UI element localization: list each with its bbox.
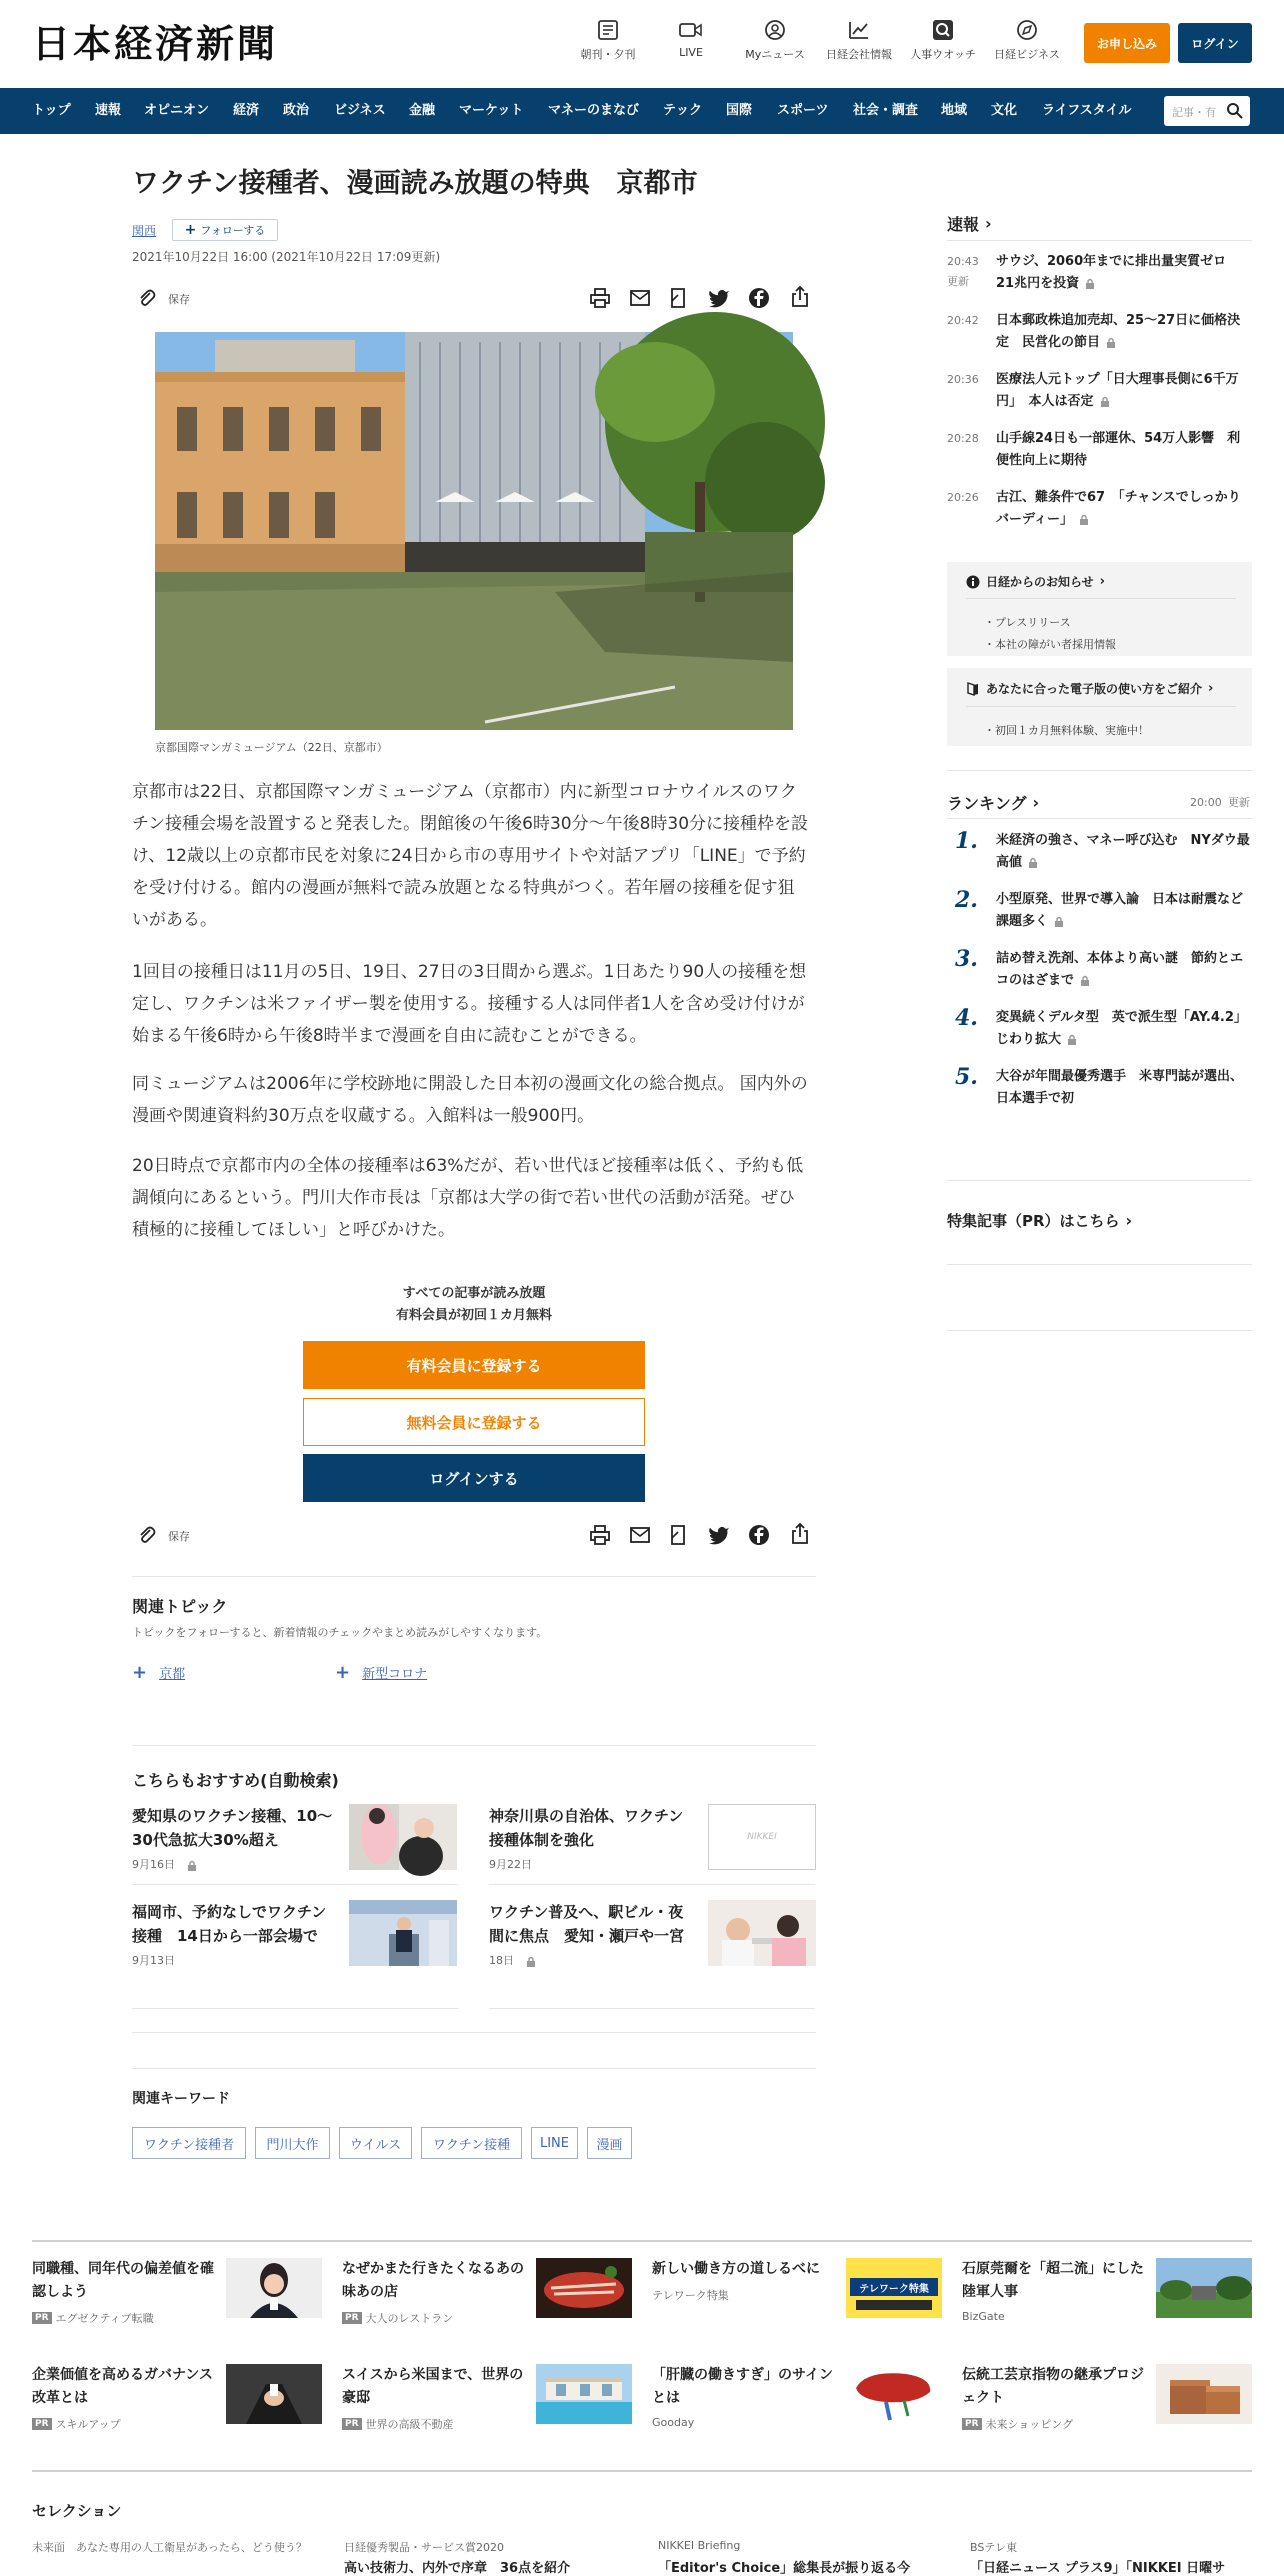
twitter-icon bbox=[708, 1525, 730, 1545]
note-icon bbox=[668, 288, 688, 308]
chevron-right-icon: › bbox=[985, 214, 992, 233]
ebook-heading-link[interactable] bbox=[966, 680, 1213, 697]
header-link-jinji[interactable] bbox=[903, 20, 983, 62]
follow-label: フォローする bbox=[200, 224, 266, 237]
pr-badge: PR bbox=[32, 2418, 52, 2430]
header-link-label: 朝刊・夕刊 bbox=[580, 48, 636, 61]
recommend-date: 18日 bbox=[489, 1952, 689, 1968]
ranking-number: 1. bbox=[955, 828, 978, 854]
divider bbox=[966, 598, 1236, 599]
breaking-item[interactable]: 山手線24日も一部運休、54万人影響 利便性向上に期待 bbox=[996, 431, 1241, 468]
ad-badge-text: テレワーク特集 bbox=[850, 2278, 938, 2296]
recommend-title: ワクチン普及へ、駅ビル・夜間に焦点 愛知・瀬戸や一宮 bbox=[489, 1903, 685, 1945]
topic-label: 京都 bbox=[159, 1667, 186, 1682]
note-icon bbox=[668, 1525, 688, 1545]
paperclip-icon bbox=[138, 1525, 156, 1545]
paywall-message: すべての記事が読み放題 bbox=[402, 1286, 546, 1301]
ad-thumbnail[interactable] bbox=[536, 2364, 632, 2424]
register-free-button[interactable]: 無料会員に登録する bbox=[303, 1398, 645, 1446]
ranking-number: 3. bbox=[955, 946, 978, 972]
site-logo[interactable]: 日本経済新聞 bbox=[32, 21, 279, 66]
apply-button[interactable]: お申し込み bbox=[1084, 23, 1170, 63]
divider bbox=[947, 770, 1252, 771]
info-icon bbox=[966, 575, 980, 589]
divider bbox=[132, 1745, 816, 1746]
nav-item-opinion[interactable]: オピニオン bbox=[144, 103, 210, 118]
ranking-number: 2. bbox=[955, 887, 978, 913]
article-paragraph: 同ミュージアムは2006年に学校跡地に開設した日本初の漫画文化の総合拠点。 国内外の漫画や関連資料約30万点を収蔵する。入館料は一般900円。 bbox=[132, 1074, 808, 1126]
facebook-icon bbox=[748, 287, 770, 309]
nav-item-top[interactable]: トップ bbox=[32, 103, 71, 118]
divider bbox=[947, 1180, 1252, 1181]
notice-title: 日経からのお知らせ bbox=[986, 575, 1094, 589]
nav-item-tech[interactable]: テック bbox=[663, 103, 703, 118]
ad-thumbnail[interactable] bbox=[1156, 2364, 1252, 2424]
mail-icon bbox=[630, 288, 650, 308]
recommend-thumbnail-placeholder[interactable]: NIKKEI bbox=[708, 1804, 816, 1870]
recommend-heading: こちらもおすすめ(自動検索) bbox=[132, 1771, 339, 1790]
ranking-heading-link[interactable] bbox=[947, 791, 1039, 814]
plus-icon: + bbox=[335, 1662, 351, 1683]
nav-item-sports[interactable]: スポーツ bbox=[777, 103, 829, 118]
breaking-time: 20:28 bbox=[947, 432, 979, 445]
nav-item-market[interactable]: マーケット bbox=[459, 103, 524, 118]
keyword-tag[interactable]: LINE bbox=[531, 2127, 578, 2159]
search-placeholder: 記事・有 bbox=[1172, 106, 1216, 119]
twitter-share-button[interactable] bbox=[708, 1525, 730, 1545]
breaking-heading-link[interactable] bbox=[947, 212, 992, 235]
ad-item[interactable] bbox=[652, 2258, 842, 2303]
chevron-right-icon: › bbox=[1099, 574, 1106, 589]
lock-icon bbox=[1079, 514, 1089, 525]
divider bbox=[132, 1884, 458, 1885]
ad-title: 石原莞爾を「超二流」にした陸軍人事 bbox=[962, 2261, 1144, 2300]
nav-item-breaking[interactable]: 速報 bbox=[95, 103, 122, 118]
header-link-print[interactable] bbox=[568, 20, 648, 62]
divider bbox=[132, 2008, 458, 2009]
recommend-thumbnail[interactable] bbox=[708, 1900, 816, 1966]
selection-item[interactable]: 高い技術力、内外で序章 36点を紹介 bbox=[344, 2561, 571, 2576]
twitter-share-button[interactable] bbox=[708, 288, 730, 308]
header-link-label: Myニュース bbox=[745, 48, 805, 61]
newspaper-icon bbox=[597, 20, 619, 40]
lock-icon bbox=[526, 1956, 536, 1967]
ad-source: 大人のレストラン bbox=[365, 2312, 454, 2325]
keyword-tag[interactable]: ワクチン接種者 bbox=[132, 2127, 246, 2159]
ebook-item[interactable]: ・初回１カ月無料体験、実施中！ bbox=[984, 724, 1149, 737]
keyword-tag[interactable]: 漫画 bbox=[587, 2127, 632, 2159]
divider bbox=[132, 1576, 816, 1577]
video-icon bbox=[679, 20, 703, 40]
save-button[interactable] bbox=[138, 288, 156, 308]
header-link-mynews[interactable] bbox=[735, 20, 815, 62]
ad-title: なぜかまた行きたくなるあの味あの店 bbox=[342, 2261, 524, 2300]
ad-source: スキルアップ bbox=[55, 2418, 121, 2431]
save-label: 保存 bbox=[168, 293, 190, 306]
ad-source: テレワーク特集 bbox=[652, 2289, 729, 2302]
selection-heading: セレクション bbox=[32, 2502, 122, 2520]
pr-badge: PR bbox=[962, 2418, 982, 2430]
book-icon bbox=[966, 682, 980, 696]
recommend-item[interactable] bbox=[489, 1900, 689, 1968]
recommend-item[interactable] bbox=[132, 1900, 332, 1968]
nav-item-world[interactable]: 国際 bbox=[726, 103, 753, 118]
pr-heading: 特集記事（PR）はこちら bbox=[947, 1212, 1120, 1230]
twitter-icon bbox=[708, 288, 730, 308]
nav-item-society[interactable]: 社会・調査 bbox=[853, 103, 919, 118]
breaking-time: 20:42 bbox=[947, 314, 979, 327]
share-icon bbox=[790, 286, 810, 308]
ranking-item[interactable]: 変異続くデルタ型 英で派生型「AY.4.2」じわり拡大 bbox=[996, 1010, 1247, 1047]
ranking-updated: 更新 bbox=[1228, 796, 1250, 809]
recommend-date: 9月22日 bbox=[489, 1858, 532, 1871]
register-paid-button[interactable]: 有料会員に登録する bbox=[303, 1341, 645, 1389]
chart-icon bbox=[848, 20, 870, 40]
ad-title: スイスから米国まで、世界の豪邸 bbox=[342, 2367, 524, 2406]
ad-title: 「肝臓の働きすぎ」のサインとは bbox=[652, 2367, 834, 2406]
breaking-updated: 更新 bbox=[947, 275, 969, 288]
chevron-right-icon: › bbox=[1208, 681, 1214, 696]
ad-title: 同職種、同年代の偏差値を確認しよう bbox=[32, 2261, 214, 2300]
nav-item-lifestyle[interactable]: ライフスタイル bbox=[1042, 103, 1132, 118]
recommend-item[interactable] bbox=[489, 1804, 694, 1872]
lock-icon bbox=[1085, 278, 1095, 289]
region-link[interactable]: 関西 bbox=[132, 224, 157, 238]
lock-icon bbox=[1080, 975, 1090, 986]
keyword-tag[interactable]: ワクチン接種 bbox=[421, 2127, 522, 2159]
photo-caption: 京都国際マンガミュージアム（22日、京都市） bbox=[155, 741, 388, 754]
ad-thumbnail[interactable] bbox=[846, 2364, 942, 2424]
breaking-time: 20:26 bbox=[947, 491, 979, 504]
keyword-tag[interactable]: 門川大作 bbox=[255, 2127, 330, 2159]
lock-icon bbox=[1054, 916, 1064, 927]
ranking-number: 4. bbox=[955, 1005, 978, 1031]
save-button[interactable] bbox=[138, 1525, 156, 1545]
share-button[interactable] bbox=[790, 1523, 810, 1545]
nav-item-politics[interactable]: 政治 bbox=[283, 103, 310, 118]
ad-thumbnail[interactable] bbox=[226, 2364, 322, 2424]
notice-item[interactable]: ・プレスリリース bbox=[984, 616, 1071, 629]
selection-label: 日経優秀製品・サービス賞2020 bbox=[344, 2541, 504, 2554]
ad-title: 伝統工芸京指物の継承プロジェクト bbox=[962, 2367, 1144, 2406]
lock-icon bbox=[1100, 396, 1110, 407]
ad-item[interactable] bbox=[962, 2364, 1152, 2432]
nav-item-culture[interactable]: 文化 bbox=[991, 103, 1018, 118]
ranking-item[interactable]: 小型原発、世界で導入論 日本は耐震など課題多く bbox=[996, 892, 1244, 929]
selection-label: BSテレ東 bbox=[970, 2541, 1018, 2554]
nav-item-money[interactable]: マネーのまなび bbox=[548, 103, 640, 118]
facebook-icon bbox=[748, 1524, 770, 1546]
selection-item[interactable]: 「Editor's Choice」総集長が振り返る今 bbox=[658, 2561, 911, 2576]
ad-source: エグゼクティブ転職 bbox=[55, 2312, 154, 2325]
ad-item[interactable] bbox=[342, 2258, 532, 2326]
ad-item[interactable] bbox=[342, 2364, 532, 2432]
search-input[interactable] bbox=[1164, 96, 1250, 126]
search-icon bbox=[932, 20, 954, 40]
share-button[interactable] bbox=[790, 286, 810, 308]
bookmark-share-button[interactable] bbox=[668, 1525, 688, 1545]
article-paragraph: 京都市は22日、京都国際マンガミュージアム（京都市）内に新型コロナウイルスのワクチン接種会場を設置すると発表した。閉館後の午後6時30分～午後8時30分に接種枠を設け、12歳以上の京都市民を対象に24日から市の専用サイトや対話アプリ「LINE」で予約を受け付ける。館内の漫画が無料で読み放題となる特典がつく。若年層の接種を促す狙いがある。 bbox=[132, 782, 809, 930]
breaking-time: 20:36 bbox=[947, 373, 979, 386]
share-icon bbox=[790, 1523, 810, 1545]
ad-thumbnail[interactable] bbox=[1156, 2258, 1252, 2318]
divider bbox=[132, 2068, 816, 2069]
article-paragraph: 1回目の接種日は11月の5日、19日、27日の3日間から選ぶ。1日あたり90人の接種を想定し、ワクチンは米ファイザー製を使用する。接種する人は同伴者1人を含め受け付けが始まる午後6時から午後8時半まで漫画を自由に読むことができる。 bbox=[132, 962, 807, 1046]
pr-badge: PR bbox=[342, 2418, 362, 2430]
ad-source: Gooday bbox=[652, 2416, 695, 2429]
ad-item[interactable] bbox=[962, 2258, 1152, 2323]
header-link-label: 日経会社情報 bbox=[826, 48, 892, 61]
recommend-thumbnail[interactable] bbox=[349, 1900, 457, 1966]
search-icon bbox=[1226, 102, 1244, 120]
ad-thumbnail[interactable] bbox=[226, 2258, 322, 2318]
breaking-time: 20:43 bbox=[947, 255, 979, 268]
breaking-item[interactable]: 医療法人元トップ「日大理事長側に6千万円」 本人は否定 bbox=[996, 372, 1239, 409]
ad-title: 企業価値を高めるガバナンス改革とは bbox=[32, 2367, 213, 2406]
divider bbox=[947, 1264, 1252, 1265]
plus-icon: + bbox=[184, 222, 197, 238]
ad-title: 新しい働き方の道しるべに bbox=[652, 2261, 820, 2277]
header-link-label: LIVE bbox=[679, 46, 703, 59]
paywall-message: 有料会員が初回１カ月無料 bbox=[395, 1308, 552, 1323]
nav-item-economy[interactable]: 経済 bbox=[233, 103, 260, 118]
ad-source: 未来ショッピング bbox=[985, 2418, 1074, 2431]
facebook-share-button[interactable] bbox=[748, 287, 770, 309]
recommend-title: 神奈川県の自治体、ワクチン接種体制を強化 bbox=[489, 1807, 684, 1849]
chevron-right-icon: › bbox=[1032, 793, 1040, 812]
ad-thumbnail[interactable] bbox=[846, 2258, 942, 2318]
header-link-label: 人事ウオッチ bbox=[910, 48, 976, 61]
user-icon bbox=[764, 20, 786, 40]
topics-description: トピックをフォローすると、新着情報のチェックやまとめ読みがしやすくなります。 bbox=[132, 1626, 548, 1639]
article-date: 2021年10月22日 16:00 (2021年10月22日 17:09更新) bbox=[132, 250, 441, 264]
bookmark-share-button[interactable] bbox=[668, 288, 688, 308]
ebook-title: あなたに合った電子版の使い方をご紹介 bbox=[986, 682, 1203, 696]
breaking-item[interactable]: 日本郵政株追加売却、25～27日に価格決定 民営化の節目 bbox=[996, 313, 1241, 350]
article-photo bbox=[155, 332, 793, 730]
pr-badge: PR bbox=[342, 2312, 362, 2324]
divider bbox=[947, 818, 1252, 819]
lock-icon bbox=[187, 1860, 197, 1871]
login-button[interactable]: ログイン bbox=[1178, 23, 1252, 63]
login-cta-button[interactable]: ログインする bbox=[303, 1454, 645, 1502]
ranking-item[interactable]: 大谷が年間最優秀選手 米専門誌が選出、日本選手で初 bbox=[996, 1069, 1244, 1106]
topics-heading: 関連トピック bbox=[132, 1597, 228, 1616]
topic-label: 新型コロナ bbox=[362, 1667, 428, 1682]
ranking-item[interactable]: 詰め替え洗剤、本体より高い謎 節約とエコのはざまで bbox=[996, 951, 1244, 988]
ad-source: BizGate bbox=[962, 2310, 1005, 2323]
mail-share-button[interactable] bbox=[630, 1525, 650, 1545]
header-link-company[interactable] bbox=[819, 20, 899, 62]
header-link-live[interactable] bbox=[651, 20, 731, 59]
paperclip-icon bbox=[138, 288, 156, 308]
ranking-heading: ランキング bbox=[947, 794, 1027, 813]
recommend-date: 9月16日 bbox=[132, 1856, 337, 1872]
article-title: ワクチン接種者、漫画読み放題の特典 京都市 bbox=[132, 168, 698, 199]
pr-heading-link[interactable] bbox=[947, 1210, 1132, 1231]
ad-item[interactable] bbox=[32, 2364, 222, 2432]
print-button[interactable] bbox=[590, 288, 610, 308]
facebook-share-button[interactable] bbox=[748, 1524, 770, 1546]
header-link-business[interactable] bbox=[987, 20, 1067, 62]
header-link-label: 日経ビジネス bbox=[994, 48, 1060, 61]
divider bbox=[947, 240, 1252, 241]
mail-icon bbox=[630, 1525, 650, 1545]
lock-icon bbox=[1028, 857, 1038, 868]
topic-follow-corona[interactable] bbox=[335, 1662, 427, 1683]
nav-item-finance[interactable]: 金融 bbox=[409, 103, 436, 118]
ad-thumbnail[interactable] bbox=[536, 2258, 632, 2318]
selection-label: NIKKEI Briefing bbox=[658, 2539, 741, 2552]
nav-item-business[interactable]: ビジネス bbox=[334, 103, 386, 118]
recommend-thumbnail[interactable] bbox=[349, 1804, 457, 1870]
article-paragraph: 20日時点で京都市内の全体の接種率は63%だが、若い世代ほど接種率は低く、予約も低調傾向にあるという。門川大作市長は「京都は大学の街で若い世代の活動が活発。ぜひ積極的に接種してほしい」と呼びかけた。 bbox=[132, 1156, 804, 1240]
divider bbox=[132, 2032, 816, 2033]
print-icon bbox=[590, 288, 610, 308]
ranking-time: 20:00 bbox=[1190, 796, 1222, 809]
print-icon bbox=[590, 1525, 610, 1545]
ad-item[interactable] bbox=[652, 2364, 842, 2429]
recommend-date: 9月13日 bbox=[132, 1954, 175, 1967]
mail-share-button[interactable] bbox=[630, 288, 650, 308]
pr-badge: PR bbox=[32, 2312, 52, 2324]
keywords-heading: 関連キーワード bbox=[132, 2091, 230, 2107]
nav-item-region[interactable]: 地域 bbox=[941, 103, 968, 118]
ranking-item[interactable]: 米経済の強さ、マネー呼び込む NYダウ最高値 bbox=[996, 833, 1250, 870]
breaking-item[interactable]: サウジ、2060年までに排出量実質ゼロ 21兆円を投資 bbox=[996, 254, 1240, 291]
divider bbox=[32, 2240, 1252, 2242]
divider bbox=[489, 1884, 815, 1885]
ranking-number: 5. bbox=[955, 1064, 978, 1090]
lock-icon bbox=[1106, 337, 1116, 348]
compass-icon bbox=[1016, 20, 1038, 40]
recommend-title: 福岡市、予約なしでワクチン接種 14日から一部会場で bbox=[132, 1903, 327, 1945]
notice-heading-link[interactable] bbox=[966, 573, 1105, 590]
divider bbox=[947, 1330, 1252, 1331]
breaking-heading: 速報 bbox=[947, 215, 980, 234]
selection-item[interactable]: 未来面 あなた専用の人工衛星があったら、どう使う？ bbox=[32, 2541, 307, 2554]
keyword-tag[interactable]: ウイルス bbox=[339, 2127, 412, 2159]
topic-follow-kyoto[interactable] bbox=[132, 1662, 185, 1683]
ad-item[interactable] bbox=[32, 2258, 222, 2326]
chevron-right-icon: › bbox=[1125, 1211, 1133, 1230]
follow-button[interactable] bbox=[172, 219, 278, 241]
print-button[interactable] bbox=[590, 1525, 610, 1545]
plus-icon: + bbox=[132, 1662, 148, 1683]
breaking-item[interactable]: 古江、難条件で67 「チャンスでしっかりバーディー」 bbox=[996, 490, 1241, 527]
notice-item[interactable]: ・本社の障がい者採用情報 bbox=[984, 638, 1116, 651]
divider bbox=[966, 706, 1236, 707]
selection-item[interactable]: 「日経ニュース プラス9」「NIKKEI 日曜サ bbox=[970, 2561, 1226, 2576]
ad-source: 世界の高級不動産 bbox=[365, 2418, 454, 2431]
recommend-title: 愛知県のワクチン接種、10～30代急拡大30%超え bbox=[132, 1807, 333, 1849]
lock-icon bbox=[1067, 1034, 1077, 1045]
recommend-item[interactable] bbox=[132, 1804, 337, 1872]
divider bbox=[489, 2008, 815, 2009]
save-label: 保存 bbox=[168, 1530, 190, 1543]
divider bbox=[32, 2470, 1252, 2472]
